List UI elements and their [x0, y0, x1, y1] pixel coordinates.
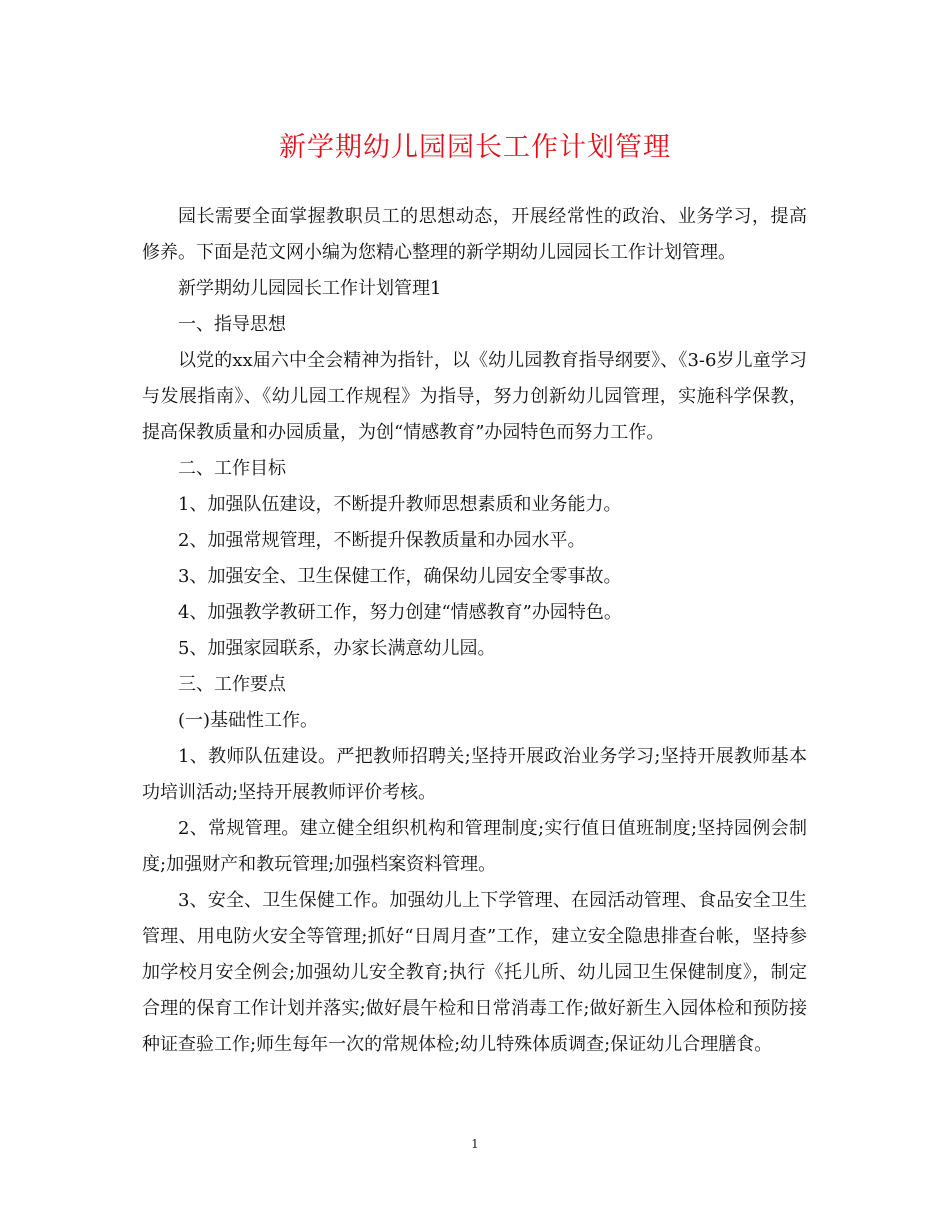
work-point-routine-management: 2、常规管理。建立健全组织机构和管理制度;实行值日值班制度;坚持园例会制度;加强财产和教玩管理;加强档案资料管理。 [142, 818, 807, 875]
subsection-heading-basic-work: (一)基础性工作。 [178, 710, 319, 731]
goal-item-3: 3、加强安全、卫生保健工作，确保幼儿园安全零事故。 [178, 566, 622, 587]
section-heading-guiding-thought: 一、指导思想 [178, 314, 286, 335]
goal-item-2: 2、加强常规管理，不断提升保教质量和办园水平。 [178, 530, 586, 551]
document-title: 新学期幼儿园园长工作计划管理 [279, 132, 671, 163]
section-heading-work-goals: 二、工作目标 [178, 458, 286, 479]
paragraph-intro: 园长需要全面掌握教职员工的思想动态，开展经常性的政治、业务学习，提高修养。下面是范文网小编为您精心整理的新学期幼儿园园长工作计划管理。 [142, 206, 807, 263]
document-body [142, 199, 807, 1063]
goal-item-5: 5、加强家园联系，办家长满意幼儿园。 [178, 638, 496, 659]
paragraph-guiding-thought: 以党的xx届六中全会精神为指针，以《幼儿园教育指导纲要》、《3-6岁儿童学习与发展指南》、《幼儿园工作规程》为指导，努力创新幼儿园管理，实施科学保教，提高保教质量和办园质量，为创“情感教育”办园特色而努力工作。 [142, 350, 807, 443]
work-point-safety-health: 3、安全、卫生保健工作。加强幼儿上下学管理、在园活动管理、食品安全卫生管理、用电防火安全等管理;抓好“日周月查”工作，建立安全隐患排查台帐，坚持参加学校月安全例会;加强幼儿安全教育;执行《托儿所、幼儿园卫生保健制度》，制定合理的保育工作计划并落实;做好晨午检和日常消毒工作;做好新生入园体检和预防接种证查验工作;师生每年一次的常规体检;幼儿特殊体质调查;保证幼儿合理膳食。 [142, 890, 807, 1055]
goal-item-4: 4、加强教学教研工作，努力创建“情感教育”办园特色。 [178, 602, 622, 623]
page-number: 1 [471, 1137, 479, 1151]
paragraph-subtitle: 新学期幼儿园园长工作计划管理1 [178, 278, 442, 299]
section-heading-work-points: 三、工作要点 [178, 674, 286, 695]
work-point-teacher-team: 1、教师队伍建设。严把教师招聘关;坚持开展政治业务学习;坚持开展教师基本功培训活动;坚持开展教师评价考核。 [142, 746, 807, 803]
goal-item-1: 1、加强队伍建设，不断提升教师思想素质和业务能力。 [178, 494, 622, 515]
